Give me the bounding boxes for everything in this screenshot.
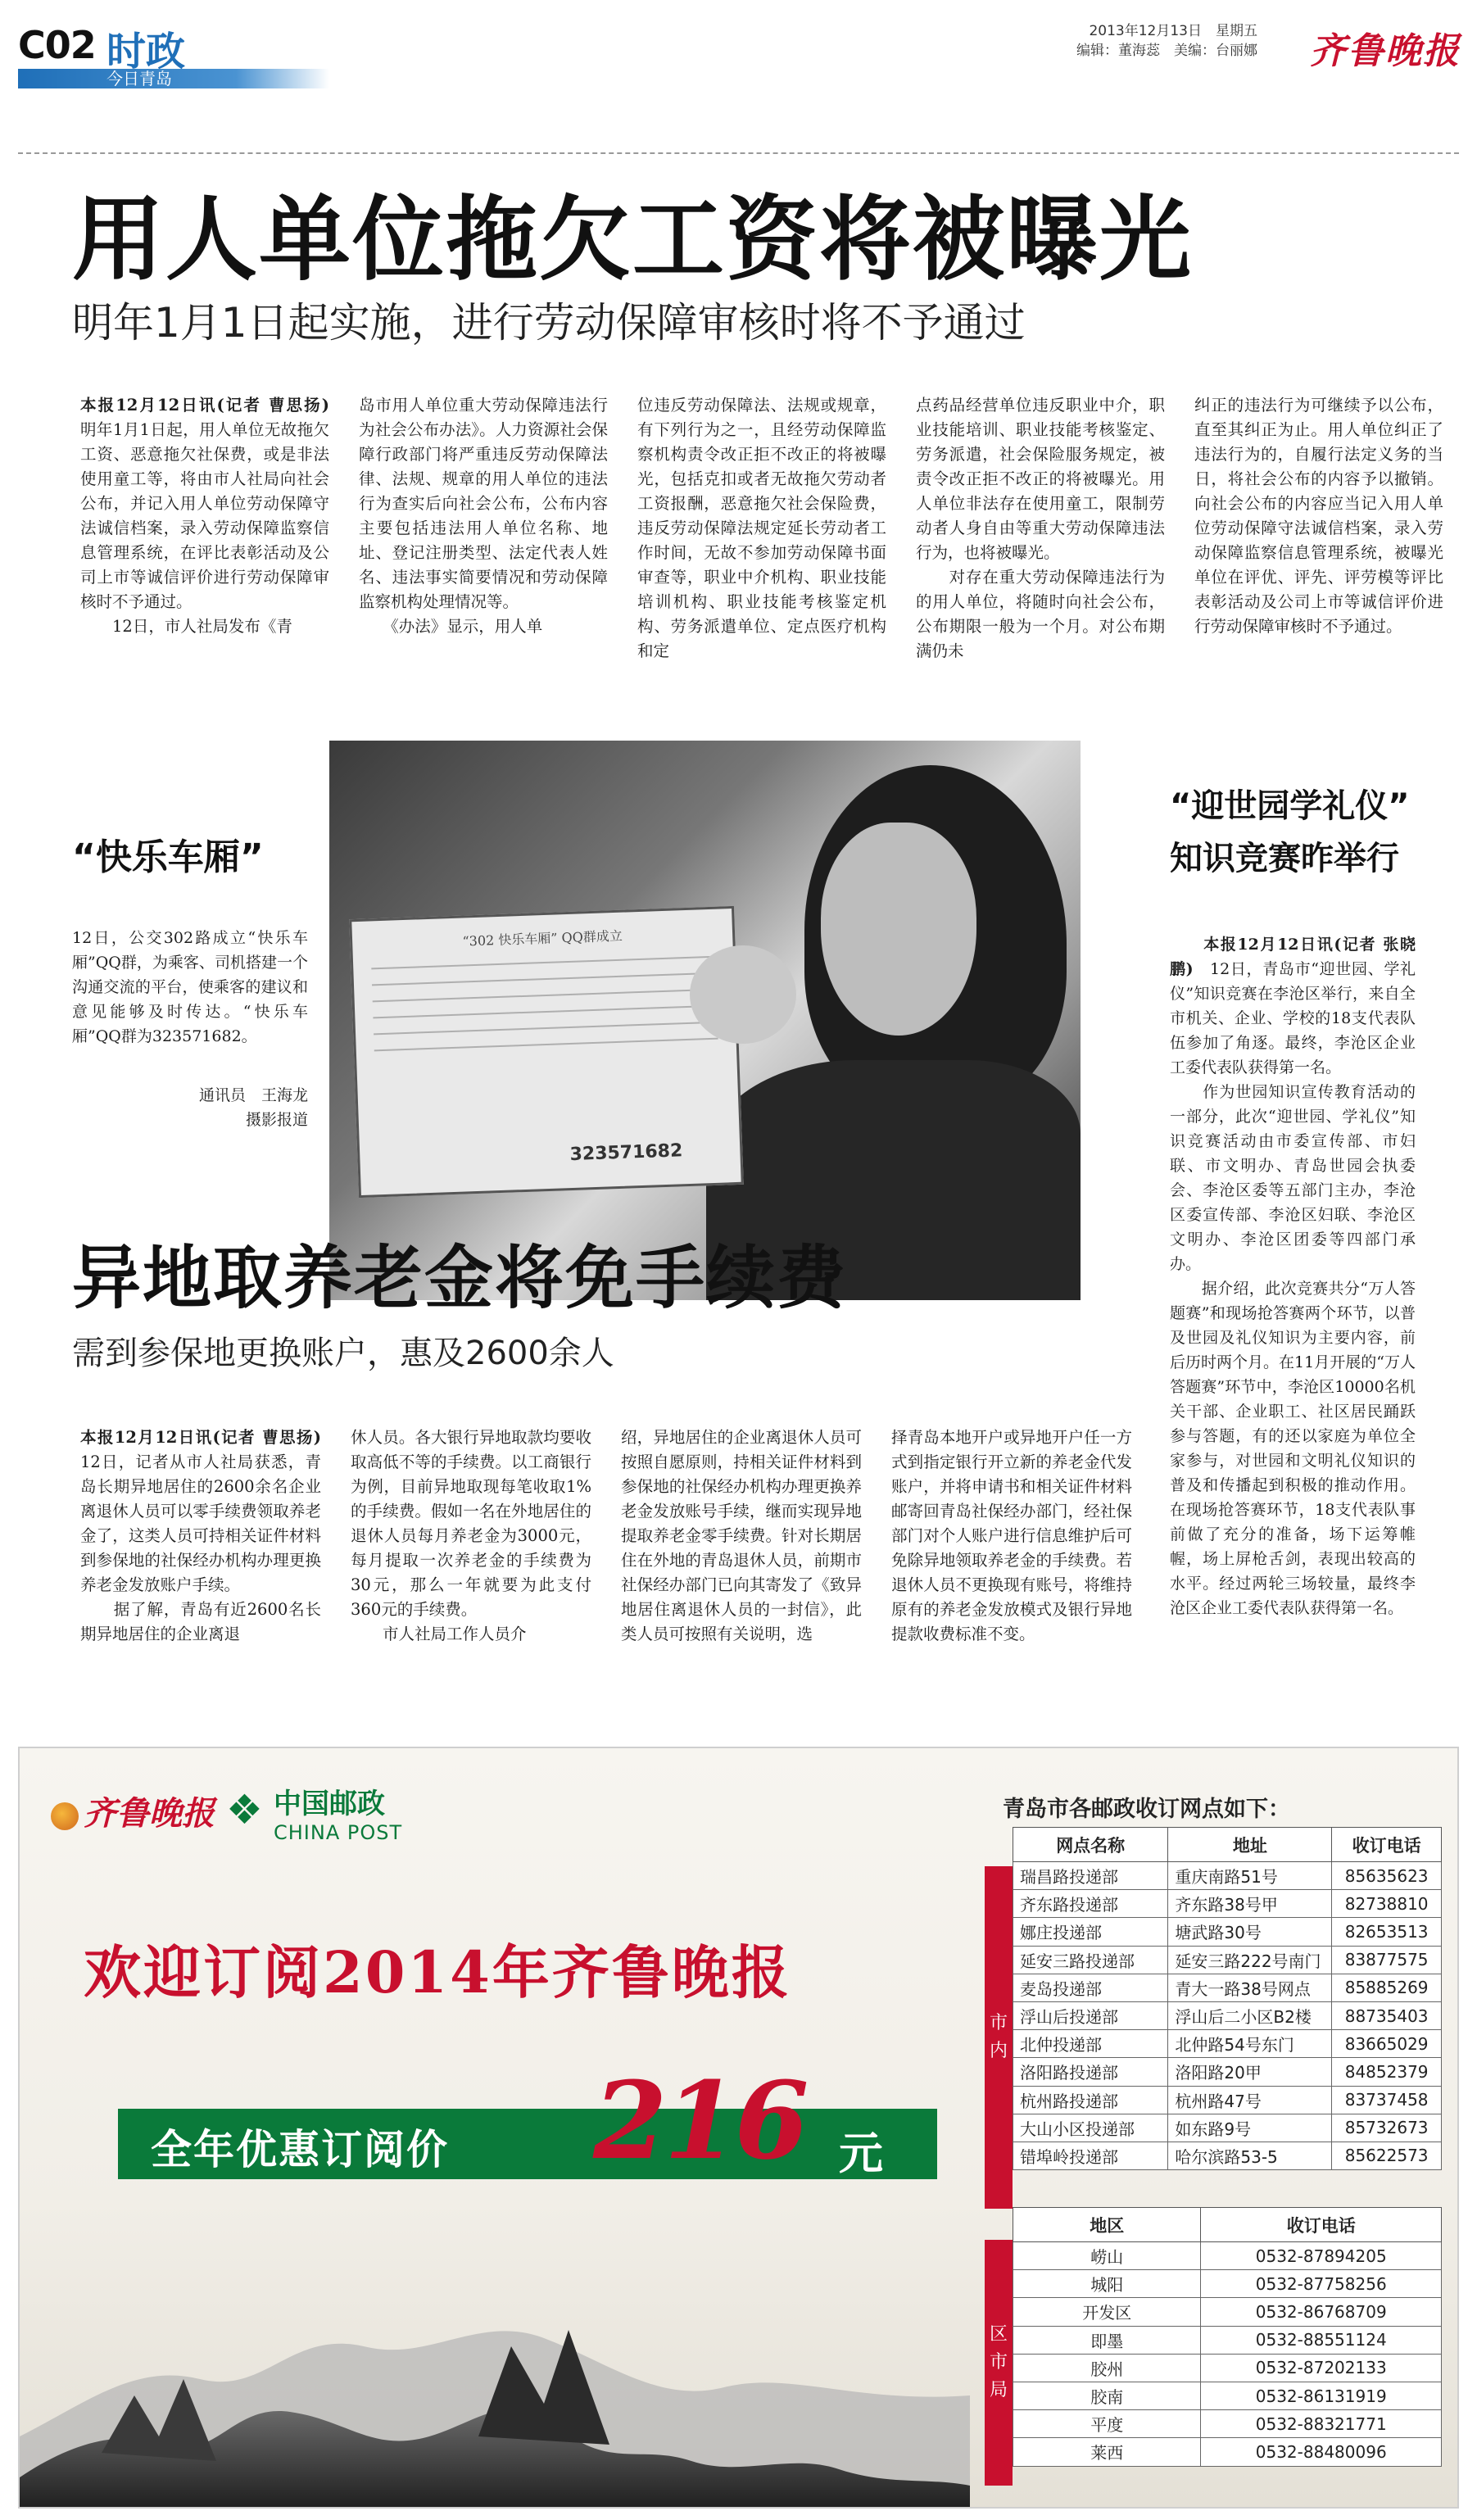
article2-column-2: 休人员。各大银行异地取款均要收取高低不等的手续费。以工商银行为例，目前异地取现每笔收取1%的手续费。假如一名在外地居住的退休人员每月养老金为3000元，每月提取一次养老金的手续费为30元，那么一年就要为此支付360元的手续费。 市人社局工作人员介	[351, 1428, 591, 1643]
article1-headline: 用人单位拖欠工资将被曝光	[72, 187, 1193, 293]
table-row	[1013, 1862, 1442, 1890]
outlet-phone: 83665029	[1332, 2030, 1442, 2058]
outlet-phone: 84852379	[1332, 2058, 1442, 2086]
table-row	[1013, 1974, 1442, 2001]
article1-column-1	[66, 393, 344, 672]
article2-column-3: 绍，异地居住的企业离退休人员可按照自愿原则，持相关证件材料到参保地的社保经办机构办理更换养老金发放账号手续，继而实现异地提取养老金零手续费。针对长期居住在外地的青岛退休人员，前期市社保经办部门已向其寄发了《致异地居住离退休人员的一封信》，此类人员可按照有关说明，选	[621, 1428, 862, 1643]
outlet-phone: 83737458	[1332, 2086, 1442, 2114]
district-phone: 0532-86131919	[1201, 2382, 1442, 2409]
district-offices-table	[1013, 2207, 1442, 2467]
outlet-address: 延安三路222号南门	[1168, 1946, 1332, 1974]
article2-column-1	[66, 1425, 336, 1688]
outlet-name: 瑞昌路投递部	[1013, 1862, 1168, 1890]
outlet-address: 浮山后二小区B2楼	[1168, 2001, 1332, 2029]
table-header-cell: 地址	[1168, 1828, 1332, 1862]
outlet-address: 如东路9号	[1168, 2114, 1332, 2142]
table-row	[1013, 2438, 1442, 2466]
table-header-row	[1013, 1828, 1442, 1862]
article1-subhead: 明年1月1日起实施，进行劳动保障审核时将不予通过	[72, 299, 1026, 347]
outlet-phone: 85732673	[1332, 2114, 1442, 2142]
table-row	[1013, 2114, 1442, 2142]
district-phone: 0532-88321771	[1201, 2410, 1442, 2438]
section-subtitle: 今日青岛	[106, 69, 172, 88]
outlet-address: 洛阳路20甲	[1168, 2058, 1332, 2086]
outlet-name: 洛阳路投递部	[1013, 2058, 1168, 2086]
photo-notice-qq: 323571682	[569, 1140, 683, 1166]
outlet-name: 杭州路投递部	[1013, 2086, 1168, 2114]
urban-outlets-table	[1013, 1827, 1442, 2170]
table-row	[1013, 2142, 1442, 2169]
outlet-phone: 85622573	[1332, 2142, 1442, 2169]
sidebar1-title: “快乐车厢”	[72, 836, 264, 878]
district-phone: 0532-88480096	[1201, 2438, 1442, 2466]
table-row	[1013, 2298, 1442, 2326]
ad-table-title: 青岛市各邮政收订网点如下：	[1003, 1797, 1290, 1822]
ad-headline: 欢迎订阅2014年齐鲁晚报	[84, 1938, 791, 2006]
table-row	[1013, 2242, 1442, 2270]
ad-price: 216	[593, 2058, 806, 2183]
table-row	[1013, 2410, 1442, 2438]
header-divider	[18, 152, 1459, 154]
sidebar2-title	[1170, 780, 1410, 885]
table-row	[1013, 2058, 1442, 2086]
table-row	[1013, 1946, 1442, 1974]
district-name: 即墨	[1013, 2326, 1201, 2354]
outlet-phone: 85635623	[1332, 1862, 1442, 1890]
sidebar2-title-line2: 知识竞赛昨举行	[1170, 840, 1399, 877]
district-phone: 0532-87758256	[1201, 2270, 1442, 2298]
outlet-address: 青大一路38号网点	[1168, 1974, 1332, 2001]
table-header-cell: 收订电话	[1332, 1828, 1442, 1862]
table-row	[1013, 2086, 1442, 2114]
district-phone: 0532-86768709	[1201, 2298, 1442, 2326]
sidebar1-text: 12日，公交302路成立“快乐车厢”QQ群，为乘客、司机搭建一个沟通交流的平台，使乘客的建议和意见能够及时传达。“快乐车厢”QQ群为323571682。	[72, 929, 308, 1045]
photo-notice-board	[349, 906, 744, 1198]
outlet-name: 娜庄投递部	[1013, 1918, 1168, 1946]
sidebar2-body	[1170, 932, 1416, 1686]
chinapost-icon: ❖	[226, 1786, 263, 1833]
article2-column-1-text: 12日，记者从市人社局获悉，青岛长期异地居住的2600余名企业离退休人员可以零手续费领取养老金了，这类人员可持相关证件材料到参保地的社保经办机构办理更换养老金发放账户手续。 据了解，青岛有近2600名长期异地居住的企业离退	[80, 1453, 321, 1643]
outlet-address: 哈尔滨路53-5	[1168, 2142, 1332, 2169]
article2-subhead: 需到参保地更换账户，惠及2600余人	[72, 1335, 614, 1372]
ad-price-label: 全年优惠订阅价	[151, 2126, 449, 2173]
photo-notice-title: “302 快乐车厢” QQ群成立	[462, 927, 623, 950]
article1-column-1-text: 明年1月1日起，用人单位无故拖欠工资、恶意拖欠社保费，或是非法使用童工等，将由市人社局向社会公布，并记入用人单位劳动保障守法诚信档案，录入劳动保障监察信息管理系统，在评比表彰活动及公司上市等诚信评价进行劳动保障审核时不予通过。 12日，市人社局发布《青	[80, 420, 329, 636]
article1-column-4: 点药品经营单位违反职业中介，职业技能培训、职业技能考核鉴定、劳务派遣，社会保险服务规定，被责令改正拒不改正的将被曝光。用人单位非法存在使用童工，限制劳动者人身自由等重大劳动保障违法行为，也将被曝光。 对存在重大劳动保障违法行为的用人单位，将随时向社会公布，公布期限一般为一个月。对公布期满仍未	[916, 396, 1165, 660]
district-phone: 0532-87202133	[1201, 2354, 1442, 2382]
table-header-cell: 地区	[1013, 2208, 1201, 2242]
district-name: 城阳	[1013, 2270, 1201, 2298]
ink-mountains-illustration	[20, 2240, 970, 2509]
article2-column-4: 择青岛本地开户或异地开户任一方式到指定银行开立新的养老金代发账户，并将申请书和相关证件材料邮寄回青岛社保经办部门，经社保部门对个人账户进行信息维护后可免除异地领取养老金的手续费。若退休人员不更换现有账号，将维持原有的养老金发放模式及银行异地提款收费标准不变。	[891, 1428, 1132, 1643]
outlet-phone: 83877575	[1332, 1946, 1442, 1974]
table-row	[1013, 1918, 1442, 1946]
outlet-phone: 85885269	[1332, 1974, 1442, 2001]
ad-qilu-logo-text: 齐鲁晚报	[84, 1794, 215, 1833]
article2-dateline: 本报12月12日讯(记者 曹思扬)	[80, 1428, 321, 1447]
table-row	[1013, 2030, 1442, 2058]
page-number: C02	[18, 23, 96, 67]
article1-column-5: 纠正的违法行为可继续予以公布，直至其纠正为止。用人单位纠正了违法行为的，自履行法定义务的当日，将社会公布的内容予以撤销。向社会公布的内容应当记入用人单位劳动保障守法诚信档案，录入劳动保障监察信息管理系统，被曝光单位在评优、评先、评劳模等评比表彰活动及公司上市等诚信评价进行劳动保障审核时不予通过。	[1194, 396, 1443, 636]
table-row	[1013, 2382, 1442, 2409]
editors-line: 编辑：董海蕊 美编：台丽娜	[1076, 43, 1257, 59]
article1-column-3: 位违反劳动保障法、法规或规章，有下列行为之一，且经劳动保障监察机构责令改正拒不改正的将被曝光，包括克扣或者无故拖欠劳动者工资报酬，恶意拖欠社会保险费，违反劳动保障法规定延长劳动者工作时间，无故不参加劳动保障书面审查等，职业中介机构、职业技能培训机构、职业技能考核鉴定机构、劳务派遣单位、定点医疗机构和定	[637, 396, 886, 660]
outlet-phone: 82738810	[1332, 1890, 1442, 1918]
outlet-name: 大山小区投递部	[1013, 2114, 1168, 2142]
article1-body	[66, 393, 1458, 672]
sidebar2-text: 12日，青岛市“迎世园、学礼仪”知识竞赛在李沧区举行，来自全市机关、企业、学校的18支代表队伍参加了角逐。最终，李沧区企业工委代表队获得第一名。 作为世园知识宣传教育活动的一部分，此次“迎世园、学礼仪”知识竞赛活动由市委宣传部、市妇联、市文明办、青岛世园会执委会、李沧区委等五部门主办，李沧区委宣传部、李沧区妇联、李沧区文明办、李沧区团委等四部门承办。 据介绍，此次竞赛共分“万人答题赛”和现场抢答赛两个环节，以普及世园及礼仪知识为主要内容，前后历时两个月。在11月开展的“万人答题赛”环节中，李沧区10000名机关干部、企业职工、社区居民踊跃参与答题，有的还以家庭为单位全家参与，对世园和文明礼仪知识的普及和传播起到积极的推动作用。在现场抢答赛环节，18支代表队事前做了充分的准备，场下运筹帷幄，场上屏枪舌剑，表现出较高的水平。经过两轮三场较量，最终李沧区企业工委代表队获得第一名。	[1170, 960, 1416, 1617]
ad-chinapost-logo	[226, 1781, 403, 1844]
district-name: 开发区	[1013, 2298, 1201, 2326]
masthead-logo: 齐鲁晚报	[1310, 30, 1461, 72]
table-row	[1013, 2326, 1442, 2354]
outlet-name: 浮山后投递部	[1013, 2001, 1168, 2029]
photo-person-face	[821, 823, 976, 1036]
news-photo	[329, 741, 1081, 1300]
issue-date: 2013年12月13日 星期五	[1089, 23, 1257, 39]
district-phone: 0532-87894205	[1201, 2242, 1442, 2270]
district-name: 胶州	[1013, 2354, 1201, 2382]
sidebar1-credit-photo: 摄影报道	[245, 1111, 308, 1129]
outlet-name: 麦岛投递部	[1013, 1974, 1168, 2001]
ad-chinapost-en: CHINA POST	[274, 1821, 403, 1844]
outlet-address: 重庆南路51号	[1168, 1862, 1332, 1890]
outlet-address: 齐东路38号甲	[1168, 1890, 1332, 1918]
ad-chinapost-cn: 中国邮政	[274, 1788, 385, 1820]
article1-dateline: 本报12月12日讯(记者 曹思扬)	[80, 396, 329, 415]
ad-price-unit: 元	[839, 2128, 883, 2179]
sidebar1-credit-reporter: 通讯员 王海龙	[198, 1086, 308, 1104]
table-row	[1013, 1890, 1442, 1918]
sidebar2-dateline: 本报12月12日讯(记者 张晓鹏)	[1170, 936, 1416, 978]
table-row	[1013, 2270, 1442, 2298]
ad-qilu-logo	[51, 1788, 215, 1834]
outlet-name: 北仲投递部	[1013, 2030, 1168, 2058]
table-header-row	[1013, 2208, 1442, 2242]
table-header-cell: 网点名称	[1013, 1828, 1168, 1862]
article2-headline: 异地取养老金将免手续费	[72, 1238, 848, 1318]
district-name: 莱西	[1013, 2438, 1201, 2466]
sidebar1-credit	[72, 1083, 308, 1140]
outlet-address: 杭州路47号	[1168, 2086, 1332, 2114]
section-title: 时政	[106, 29, 186, 75]
urban-tab: 市内	[985, 1866, 1013, 2209]
outlet-name: 齐东路投递部	[1013, 1890, 1168, 1918]
outlet-name: 延安三路投递部	[1013, 1946, 1168, 1974]
article1-column-2: 岛市用人单位重大劳动保障违法行为社会公布办法》。人力资源社会保障行政部门将严重违反劳动保障法律、法规、规章的用人单位的违法行为查实后向社会公布，公布内容主要包括违法用人单位名称、地址、登记注册类型、法定代表人姓名、违法事实简要情况和劳动保障监察机构处理情况等。 《办法》显示，用人单	[359, 396, 608, 636]
sidebar2-title-line1: “迎世园学礼仪”	[1170, 787, 1410, 825]
district-phone: 0532-88551124	[1201, 2326, 1442, 2354]
subscription-ad	[18, 1747, 1459, 2509]
table-row	[1013, 2354, 1442, 2382]
table-row	[1013, 2001, 1442, 2029]
district-name: 平度	[1013, 2410, 1201, 2438]
outlet-phone: 82653513	[1332, 1918, 1442, 1946]
table-header-cell: 收订电话	[1201, 2208, 1442, 2242]
header-meta	[1076, 21, 1257, 61]
outlet-name: 错埠岭投递部	[1013, 2142, 1168, 2169]
outlet-phone: 88735403	[1332, 2001, 1442, 2029]
district-name: 崂山	[1013, 2242, 1201, 2270]
district-name: 胶南	[1013, 2382, 1201, 2409]
article2-body	[66, 1425, 1147, 1688]
outlet-address: 塘武路30号	[1168, 1918, 1332, 1946]
sun-icon	[51, 1802, 79, 1830]
photo-hand	[690, 945, 796, 1044]
outlet-address: 北仲路54号东门	[1168, 2030, 1332, 2058]
district-tab: 区市局	[985, 2240, 1013, 2486]
